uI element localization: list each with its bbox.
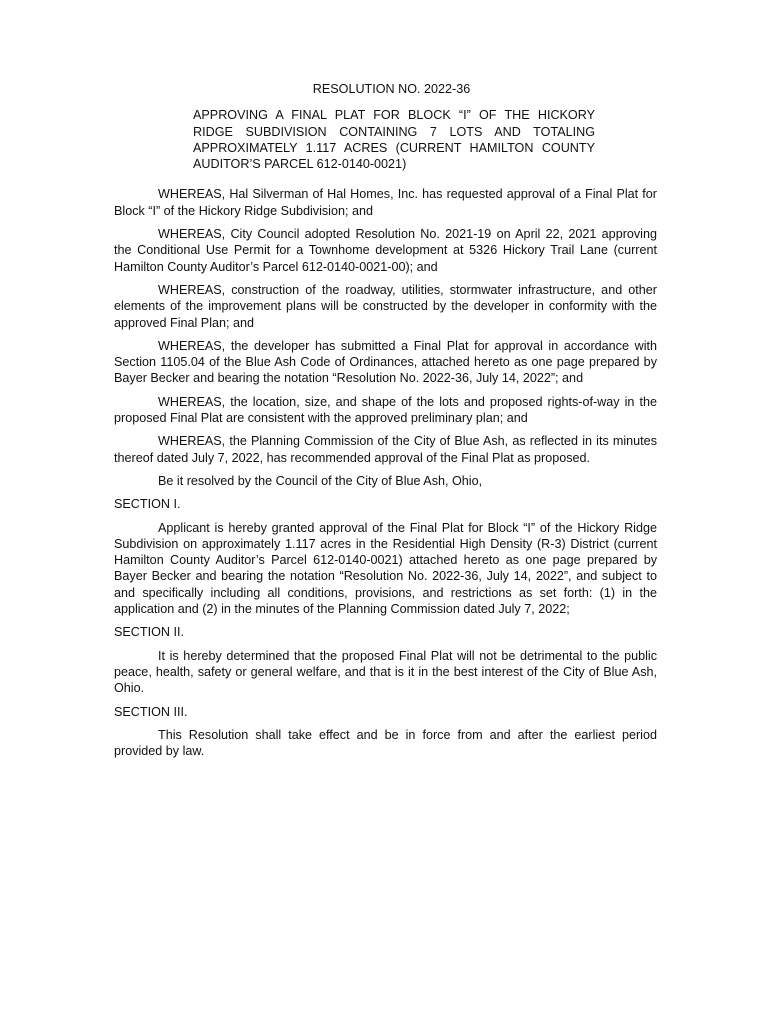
section-3-text: This Resolution shall take effect and be in force from and after the earliest period provided by law. <box>114 727 657 759</box>
whereas-clause-6: WHEREAS, the Planning Commission of the City of Blue Ash, as reflected in its minutes thereof dated July 7, 2022, has recommended approval of the Final Plat as proposed. <box>114 434 657 465</box>
whereas-clause-4: WHEREAS, the developer has submitted a Final Plat for approval in accordance with Section 1105.04 of the Blue Ash Code of Ordinances, attached hereto as one page prepared by Bayer Becker and bearing the notation “Resolution No. 2022-36, July 14, 2022”; and <box>114 338 657 386</box>
resolved-clause: Be it resolved by the Council of the City of Blue Ash, Ohio, <box>158 473 483 488</box>
section-2-text: It is hereby determined that the proposed Final Plat will not be detrimental to the public peace, health, safety or general welfare, and that is it in the best interest of the City of Blue Ash, Ohio. <box>114 648 657 696</box>
document-body <box>114 81 657 766</box>
section-1-heading: SECTION I. <box>114 497 181 512</box>
section-3-heading: SECTION III. <box>114 704 188 719</box>
resolution-number: RESOLUTION NO. 2022-36 <box>312 82 471 96</box>
section-1-text: Applicant is hereby granted approval of the Final Plat for Block “I” of the Hickory Ridge Subdivision on approximately 1.117 acres in the Residential High Density (R-3) District (current Hamilton County Auditor’s Parcel 612-0140-0021) attached hereto as one page prepared by Bayer Becker and bearing the notation “Resolution No. 2022-36, July 14, 2022”, and subject to and specifically including all conditions, provisions, and restrictions as set forth: (1) in the application and (2) in the minutes of the Planning Commission dated July 7, 2022; <box>114 520 657 617</box>
whereas-clause-2: WHEREAS, City Council adopted Resolution No. 2021-19 on April 22, 2021 approving the Conditional Use Permit for a Townhome development at 5326 Hickory Trail Lane (current Hamilton County Auditor’s Parcel 612-0140-0021-00); and <box>114 227 657 274</box>
section-2-heading: SECTION II. <box>114 625 184 640</box>
whereas-clause-3: WHEREAS, construction of the roadway, utilities, stormwater infrastructure, and other elements of the improvement plans will be constructed by the developer in conformity with the approved Final Plan; and <box>114 282 657 330</box>
whereas-clause-5: WHEREAS, the location, size, and shape of the lots and proposed rights-of-way in the proposed Final Plat are consistent with the approved preliminary plan; and <box>114 394 657 426</box>
resolution-title: APPROVING A FINAL PLAT FOR BLOCK “I” OF THE HICKORY RIDGE SUBDIVISION CONTAINING 7 LOTS AND TOTALING APPROXIMATELY 1.117 ACRES (CURRENT HAMILTON COUNTY AUDITOR’S PARCEL 612-0140-0021) <box>193 108 595 172</box>
whereas-clause-1: WHEREAS, Hal Silverman of Hal Homes, Inc. has requested approval of a Final Plat for Block “I” of the Hickory Ridge Subdivision; and <box>114 187 657 218</box>
